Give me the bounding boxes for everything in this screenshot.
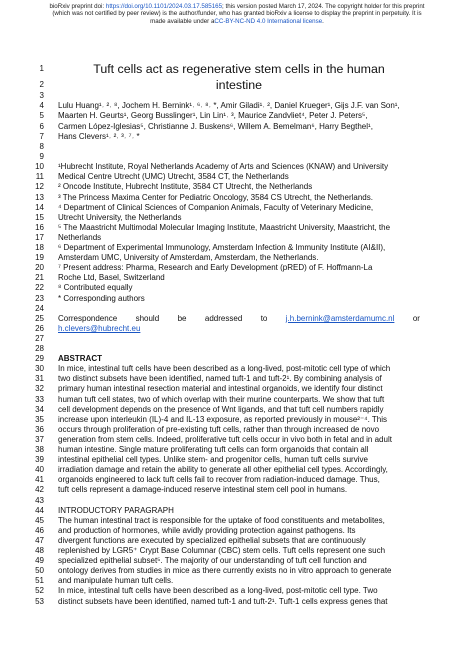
intro-line: replenished by LGR5⁺ Crypt Base Columnar (CBC) stem cells. Tuft cells represent one such	[58, 546, 386, 555]
banner-line-3	[0, 18, 474, 25]
affiliation-line: ³ The Princess Maxima Center for Pediatric Oncology, 3584 CS Utrecht, the Netherlands.	[58, 192, 373, 202]
line-number: 13	[35, 192, 44, 202]
line-number: 17	[35, 232, 44, 242]
correspondence-word: should	[135, 313, 160, 323]
intro-line: distinct subsets have been identified, named tuft-1 and tuft-2¹. Tuft-1 cells express genes that	[58, 596, 388, 606]
line-number: 5	[39, 111, 44, 121]
abstract-line: human intestine. Single mature proliferating tuft cells can form organoids that contain all	[58, 445, 369, 454]
line-number: 11	[35, 172, 44, 182]
doi-link[interactable]: https://doi.org/10.1101/2024.03.17.585165	[105, 3, 223, 10]
paper-title-line-1: Tuft cells act as regenerative stem cells in the human	[93, 62, 385, 76]
line-number: 46	[35, 525, 44, 535]
banner-line-1-rest: ; this version posted March 17, 2024. The copyright holder for this preprint	[222, 3, 425, 10]
correspondence-word: addressed	[204, 313, 243, 323]
affiliation-line: ¹Hubrecht Institute, Royal Netherlands Academy of Arts and Sciences (KNAW) and University	[58, 162, 389, 172]
author-line: Maarten H. Geurts¹, Georg Busslinger¹, Lin Lin¹˒ ³, Maurice Zandvliet⁴, Peter J. Peters⁵,	[58, 111, 368, 121]
abstract-line: intestinal epithelial cell types. Unlike stem- and progenitor cells, human tuft cells survive	[58, 455, 368, 465]
author-line: Carmen López-Iglesias⁵, Christianne J. Buskens⁶, Willem A. Bemelman⁶, Harry Begthel¹,	[58, 121, 373, 131]
banner-doi-prefix: bioRxiv preprint doi:	[49, 3, 106, 10]
abstract-line: occurs through proliferation of pre-existing tuft cells, rather than through increased de novo	[58, 424, 380, 434]
line-number: 14	[35, 202, 44, 212]
line-number: 20	[35, 263, 44, 273]
line-number: 30	[35, 364, 44, 374]
affiliation-line: ² Oncode Institute, Hubrecht Institute, 3584 CT Utrecht, the Netherlands	[58, 182, 313, 192]
line-number: 25	[35, 313, 44, 323]
line-number: 37	[35, 434, 44, 444]
intro-line: divergent functions are executed by specialized epithelial subsets that are continuously	[58, 535, 366, 545]
line-number: 29	[35, 354, 44, 364]
abstract-line: organoids engineered to lack tuft cells fail to recover from radiation-induced damage. Thus,	[58, 475, 380, 485]
line-number: 51	[35, 576, 44, 586]
banner-license-suffix: .	[322, 17, 324, 25]
line-number: 45	[35, 515, 44, 525]
abstract-line: cell development depends on the presence of Wnt ligands, and that tuft cell numbers rapidly	[58, 404, 384, 414]
intro-line: The human intestinal tract is responsible for the uptake of food constituents and metabolites,	[58, 515, 385, 525]
license-link[interactable]: CC-BY-NC-ND 4.0 International license	[214, 17, 323, 25]
correspondence-word: be	[177, 313, 187, 323]
line-number: 53	[35, 596, 44, 606]
line-number: 32	[35, 384, 44, 394]
affiliation-line: Amsterdam UMC, University of Amsterdam, Amsterdam, the Netherlands.	[58, 253, 319, 263]
abstract-line: human tuft cell states, two of which overlap with their murine counterparts. We show that tuft	[58, 394, 385, 404]
affiliation-line: Roche Ltd, Basel, Switzerland	[58, 273, 165, 283]
line-number: 35	[35, 414, 44, 424]
line-number: 22	[35, 283, 44, 293]
affiliation-line: ⁶ Department of Experimental Immunology, Amsterdam Infection & Immunity Institute (AI&II),	[58, 243, 386, 252]
line-number: 36	[35, 424, 44, 434]
line-number: 43	[35, 495, 44, 505]
author-line: Lulu Huang¹˒ ²˒ ⁸, Jochem H. Bernink¹˒ ⁶˒ ⁸˒ *, Amir Giladi¹˒ ², Daniel Krueger¹, Gijs J.F. van Son¹,	[58, 101, 400, 111]
line-number: 15	[35, 212, 44, 222]
paper-title-line-2: intestine	[215, 78, 263, 92]
abstract-heading: ABSTRACT	[58, 354, 102, 364]
line-number: 34	[35, 404, 44, 414]
intro-line: and manipulate human tuft cells.	[58, 576, 174, 586]
abstract-line: increase upon interleukin (IL)-4 and IL-13 exposure, as reported previously in mouse²⁻⁴. This	[58, 414, 388, 424]
line-number: 41	[35, 475, 44, 485]
line-number: 38	[35, 445, 44, 454]
line-number: 48	[35, 546, 44, 555]
abstract-line: irradiation damage and retain the ability to generate all other epithelial cell types. Accordingly,	[58, 465, 388, 475]
line-number: 7	[39, 131, 44, 141]
correspondence-word: to	[260, 313, 268, 323]
affiliation-line: ⁵ The Maastricht Multimodal Molecular Imaging Institute, Maastricht University, Maastricht, the	[58, 222, 391, 232]
line-number: 16	[35, 222, 44, 232]
line-number: 49	[35, 556, 44, 566]
line-number: 52	[35, 586, 44, 596]
banner-line-1	[0, 3, 474, 10]
abstract-line: In mice, intestinal tuft cells have been described as a long-lived, post-mitotic cell type of which	[58, 364, 391, 374]
intro-line: and production of hormones, while avidly providing protection against pathogens. Its	[58, 525, 356, 535]
abstract-line: generation from stem cells. Indeed, proliferative tuft cells occur in vivo both in fetal and in adult	[58, 434, 392, 444]
affiliation-line: Medical Centre Utrecht (UMC) Utrecht, 3584 CT, the Netherlands	[58, 172, 289, 182]
biorxiv-banner	[0, 3, 474, 25]
affiliation-line: Utrecht University, the Netherlands	[58, 212, 182, 222]
line-number: 18	[35, 243, 44, 252]
line-number: 40	[35, 465, 44, 475]
line-number: 39	[35, 455, 44, 465]
line-number: 19	[35, 253, 44, 263]
email-link-clevers[interactable]: h.clevers@hubrecht.eu	[58, 323, 141, 333]
abstract-line: two distinct subsets have been identified, named tuft-1 and tuft-2¹. By combining analysis of	[58, 374, 382, 384]
line-number: 2	[39, 80, 44, 89]
line-number: 6	[39, 121, 44, 131]
line-number: 31	[35, 374, 44, 384]
banner-license-prefix: made available under a	[150, 17, 215, 25]
abstract-line: primary human intestinal resection material and intestinal organoids, we identify four distinct	[58, 384, 383, 394]
correspondence-line-2	[58, 324, 420, 334]
correspondence-line	[58, 314, 420, 324]
line-number: 21	[35, 273, 44, 283]
correspondence-word: Correspondence	[58, 313, 118, 323]
line-number: 28	[35, 344, 44, 353]
line-number: 3	[39, 91, 44, 100]
line-number: 27	[35, 333, 44, 343]
affiliation-line: * Corresponding authors	[58, 293, 145, 303]
banner-line-2: (which was not certified by peer review) is the author/funder, who has granted bioRxiv a license to display the preprint in perpetuity. It is	[52, 10, 422, 18]
line-number: 50	[35, 566, 44, 576]
line-number: 12	[35, 182, 44, 192]
line-number: 4	[39, 101, 44, 111]
line-number: 1	[39, 64, 44, 73]
line-number: 8	[39, 141, 44, 151]
line-number: 33	[35, 394, 44, 404]
intro-line: specialized epithelial subset⁵. The majority of our understanding of tuft cell function and	[58, 556, 367, 566]
affiliation-line: Netherlands	[58, 232, 102, 242]
intro-heading: INTRODUCTORY PARAGRAPH	[58, 505, 174, 515]
line-number: 9	[39, 151, 44, 161]
line-number: 10	[35, 162, 44, 172]
abstract-line: tuft cells represent a damage-induced reserve intestinal stem cell pool in humans.	[58, 485, 348, 495]
affiliation-line: ⁴ Department of Clinical Sciences of Companion Animals, Faculty of Veterinary Medicine,	[58, 202, 374, 212]
line-number: 42	[35, 485, 44, 495]
affiliation-line: ⁷ Present address: Pharma, Research and Early Development (pRED) of F. Hoffmann-La	[58, 263, 373, 273]
line-number: 26	[35, 323, 44, 333]
intro-line: ontology derives from studies in mice as there currently exists no in vitro approach to generate	[58, 566, 392, 576]
line-number: 47	[35, 535, 44, 545]
email-link-bernink[interactable]: j.h.bernink@amsterdamumc.nl	[285, 313, 395, 323]
correspondence-or: or	[412, 313, 420, 323]
line-number: 23	[35, 293, 44, 303]
affiliation-line: ⁸ Contributed equally	[58, 283, 133, 293]
line-number: 24	[35, 303, 44, 313]
author-line: Hans Clevers¹˒ ²˒ ³˒ ⁷˒ *	[58, 131, 140, 141]
line-number: 44	[35, 505, 44, 515]
intro-line: In mice, intestinal tuft cells have been described as a long-lived, post-mitotic cell type. Two	[58, 586, 378, 596]
